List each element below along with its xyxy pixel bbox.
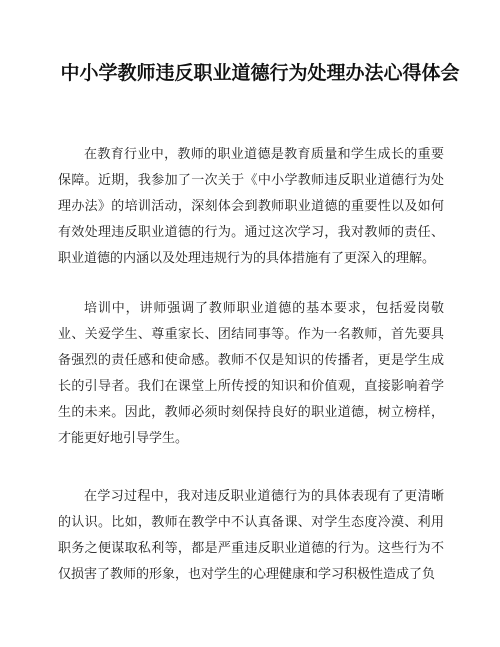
paragraph-3: 在学习过程中，我对违反职业道德行为的具体表现有了更清晰的认识。比如，教师在教学中不认真备课、对学生态度冷漠、利用职务之便谋取私利等，都是严重违反职业道德的行为。这些行为不仅损害了教师的形象，也对学生的心理健康和学习积极性造成了负 bbox=[58, 489, 444, 582]
paragraph-1: 在教育行业中，教师的职业道德是教育质量和学生成长的重要保障。近期，我参加了一次关于《中小学教师违反职业道德行为处理办法》的培训活动，深刻体会到教师职业道德的重要性以及如何有效处理违反职业道德的行为。通过这次学习，我对教师的责任、职业道德的内涵以及处理违规行为的具体措施有了更深入的理解。 bbox=[58, 147, 444, 266]
document-title: 中小学教师违反职业道德行为处理办法心得体会 bbox=[60, 62, 460, 84]
paragraph-2: 培训中，讲师强调了教师职业道德的基本要求，包括爱岗敬业、关爱学生、尊重家长、团结同事等。作为一名教师，首先要具备强烈的责任感和使命感。教师不仅是知识的传播者，更是学生成长的引导者。我们在课堂上所传授的知识和价值观，直接影响着学生的未来。因此，教师必须时刻保持良好的职业道德，树立榜样，才能更好地引导学生。 bbox=[58, 301, 444, 446]
